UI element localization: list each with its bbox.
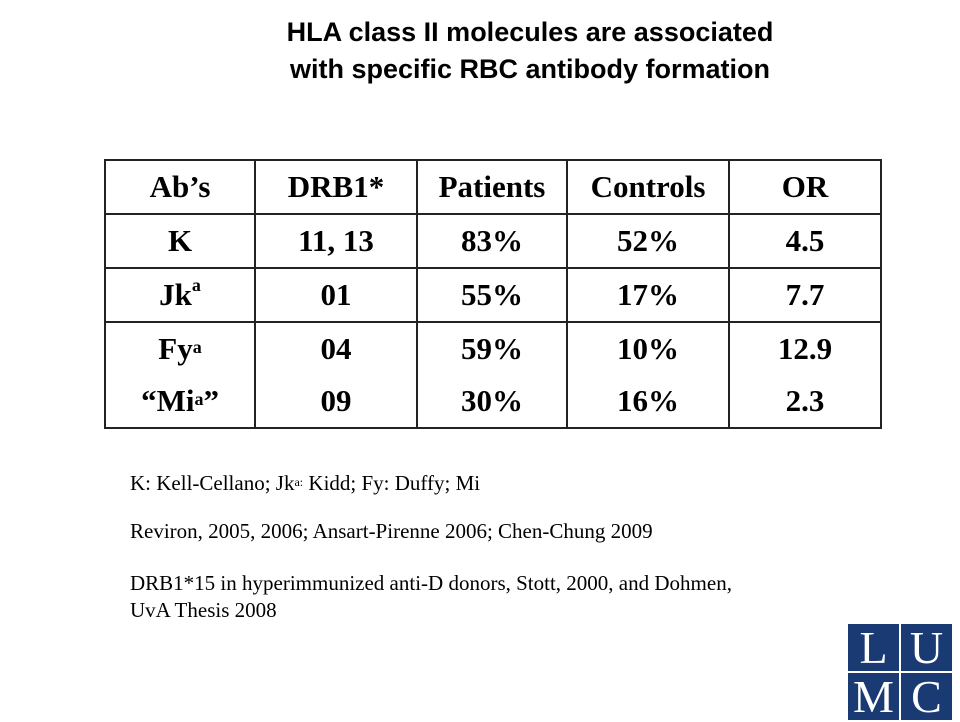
- drb1-value: 09: [320, 383, 352, 418]
- cell-drb1: [255, 322, 417, 428]
- drb15-line: UvA Thesis 2008: [130, 598, 277, 622]
- logo-letter-u: U: [901, 624, 952, 671]
- ab-superscript: a: [194, 389, 204, 409]
- cell-drb1: 11, 13: [255, 214, 417, 268]
- cell-controls: 17%: [567, 268, 729, 322]
- drb1-value: 04: [320, 331, 352, 366]
- cell-patients: 83%: [417, 214, 567, 268]
- cell-or: 7.7: [729, 268, 881, 322]
- cell-controls: [567, 322, 729, 428]
- ab-mi: [106, 375, 254, 427]
- hla-table: [104, 159, 882, 429]
- table-row: [105, 268, 881, 322]
- ab-fy: [106, 323, 254, 375]
- controls-value: 10%: [617, 331, 679, 366]
- header-abs: Ab’s: [105, 160, 255, 214]
- header-patients: Patients: [417, 160, 567, 214]
- patients-value: 30%: [461, 383, 523, 418]
- title-line-1: HLA class II molecules are associated: [286, 17, 774, 47]
- ab-name: “Mi: [141, 383, 195, 418]
- lumc-logo: [848, 624, 952, 720]
- header-or: OR: [729, 160, 881, 214]
- logo-letter-c: C: [901, 673, 952, 720]
- cell-drb1: 01: [255, 268, 417, 322]
- references-note: Reviron, 2005, 2006; Ansart-Pirenne 2006; Chen-Chung 2009: [130, 519, 653, 543]
- table-row-merged: [105, 322, 881, 428]
- cell-controls: 52%: [567, 214, 729, 268]
- abbrev-text: Kidd; Fy: Duffy; Mi: [303, 471, 481, 495]
- controls-value: 16%: [617, 383, 679, 418]
- logo-letter-m: M: [848, 673, 899, 720]
- ab-superscript: a: [191, 275, 201, 295]
- cell-ab: [105, 214, 255, 268]
- cell-ab: [105, 268, 255, 322]
- close-quote: ”: [203, 383, 219, 418]
- abbrev-text: K: Kell-Cellano; Jk: [130, 471, 295, 495]
- table-row: [105, 214, 881, 268]
- ab-name: Jk: [159, 277, 192, 312]
- patients-value: 59%: [461, 331, 523, 366]
- cell-or: [729, 322, 881, 428]
- drb15-note: [130, 570, 732, 624]
- cell-or: 4.5: [729, 214, 881, 268]
- cell-patients: 55%: [417, 268, 567, 322]
- slide-title: [190, 14, 870, 88]
- header-drb1: DRB1*: [255, 160, 417, 214]
- cell-ab: [105, 322, 255, 428]
- table-header-row: [105, 160, 881, 214]
- logo-letter-l: L: [848, 624, 899, 671]
- ab-superscript: a: [192, 337, 202, 357]
- abbreviation-note: [130, 470, 480, 497]
- abbrev-superscript: a:: [294, 475, 304, 489]
- title-line-2: with specific RBC antibody formation: [289, 54, 771, 84]
- or-value: 2.3: [785, 383, 825, 418]
- cell-patients: [417, 322, 567, 428]
- ab-name: K: [167, 223, 193, 258]
- header-controls: Controls: [567, 160, 729, 214]
- drb15-line: DRB1*15 in hyperimmunized anti-D donors, Stott, 2000, and Dohmen,: [130, 571, 732, 595]
- or-value: 12.9: [777, 331, 833, 366]
- ab-name: Fy: [158, 331, 193, 366]
